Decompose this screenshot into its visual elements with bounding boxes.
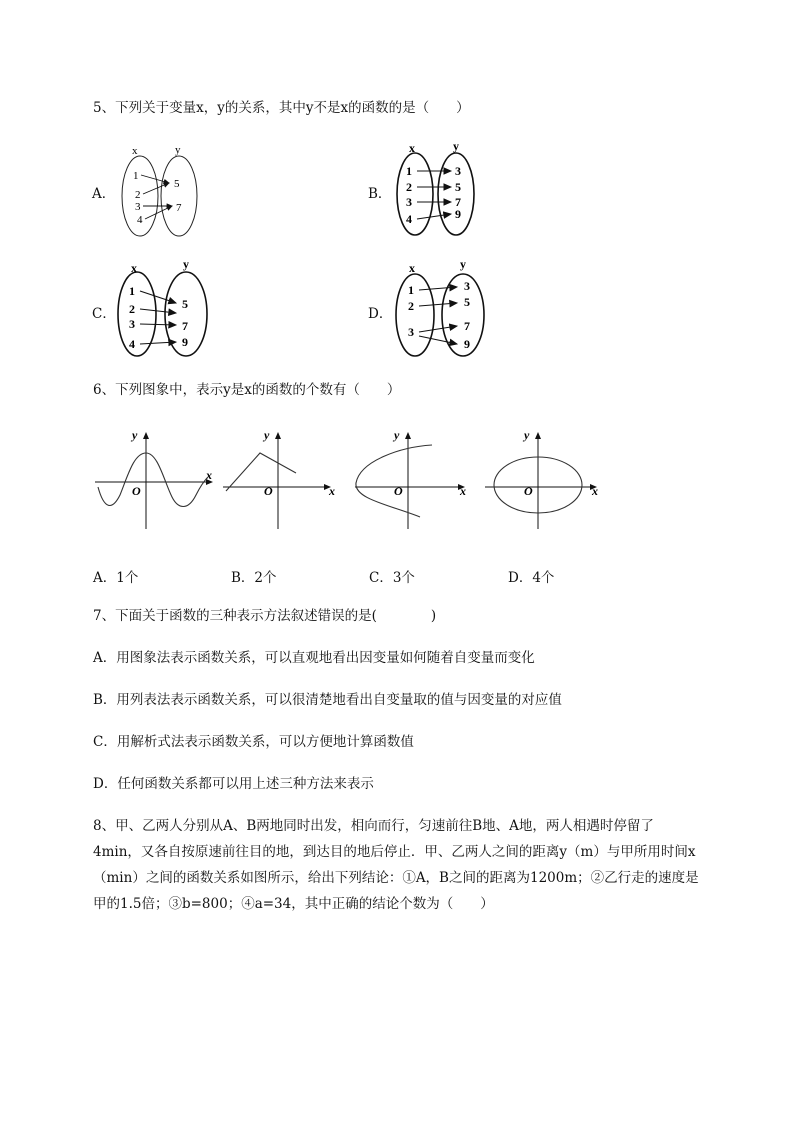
q6-stem: 6、下列图象中，表示y是x的函数的个数有（ ） [93,382,401,398]
q5d-x-name: x [409,261,415,275]
q5b-x-name: x [409,141,415,155]
q5b-x-value: 2 [406,180,412,194]
q8-line-2: 4min，又各自按原速前往目的地，到达目的地后停止．甲、乙两人之间的距离y（m）与甲所用时间x [93,844,696,860]
q5c-y-value: 7 [182,319,188,333]
q6g1-curve [98,453,208,507]
q6g4-y-label: y [524,428,530,442]
q6-graph-sine [90,425,220,535]
q7-option-d: D．任何函数关系都可以用上述三种方法来表示 [93,776,374,792]
q5d-y-value: 7 [464,319,470,333]
q5b-y-value: 3 [455,164,461,178]
q6g2-y-label: y [264,428,270,442]
q5c-x-value: 3 [129,317,135,331]
q5d-x-value: 2 [408,299,414,313]
q7-option-b: B．用列表法表示函数关系，可以很清楚地看出自变量取的值与因变量的对应值 [93,692,562,708]
q5b-y-value: 9 [455,207,461,221]
q6g2-origin: O [264,484,273,498]
q5-option-b-diagram [393,138,483,238]
q5d-y-name: y [460,257,466,271]
q5c-y-name: y [183,257,189,271]
q5b-y-value: 7 [455,195,461,209]
q5a-x-value: 4 [137,214,143,226]
q5-option-b-label: B． [368,186,392,202]
q5a-y-value: 7 [176,202,182,214]
q5a-arrow [141,175,169,183]
q6g1-y-label: y [132,428,138,442]
q6g1-x-label: x [206,468,212,482]
q6g2-curve [226,453,296,491]
q7-stem: 7、下面关于函数的三种表示方法叙述错误的是( ) [93,608,437,624]
q5c-x-value: 2 [129,302,135,316]
q5a-x-value: 3 [135,201,141,213]
q7-option-c: C．用解析式法表示函数关系，可以方便地计算函数值 [93,734,414,750]
q6-graph-broken-line [218,425,348,535]
q5c-arrow [140,309,176,313]
q5d-x-value: 1 [408,283,414,297]
q5b-x-value: 3 [406,195,412,209]
q6-option-b: B．2个 [231,570,277,586]
q6g2-x-label: x [329,484,335,498]
q5d-arrow [419,287,457,290]
q5a-y-value: 5 [174,178,180,190]
q5d-arrow [419,336,457,344]
q5-stem: 5、下列关于变量x，y的关系，其中y不是x的函数的是（ ） [93,100,470,116]
q6-option-a: A．1个 [93,570,139,586]
q6-option-c: C．3个 [369,570,415,586]
q5a-x-name: x [132,145,138,157]
q5c-y-value: 5 [182,297,188,311]
q5b-x-value: 1 [406,164,412,178]
q6g4-x-label: x [592,484,598,498]
q5c-x-value: 1 [129,284,135,298]
q6g3-origin: O [394,484,403,498]
q5-option-c-diagram [116,258,216,358]
q6g3-x-label: x [460,484,466,498]
q6g1-origin: O [132,484,141,498]
q5a-x-value: 1 [133,170,139,182]
q5d-arrow [419,303,457,306]
q5d-y-value: 5 [464,295,470,309]
q6g3-curve [356,445,432,517]
q8-line-4: 甲的1.5倍；③b=800；④a=34，其中正确的结论个数为（ ） [93,896,494,912]
q7-option-a: A．用图象法表示函数关系，可以直观地看出因变量如何随着自变量而变化 [93,650,535,666]
q5b-arrow [417,214,451,219]
q5-option-a-diagram [118,140,208,240]
q5b-y-name: y [453,139,459,153]
q5c-arrow [140,324,176,325]
q5c-x-value: 4 [129,337,135,351]
q5c-x-name: x [131,261,137,275]
q5b-y-value: 5 [455,180,461,194]
q8-line-3: （min）之间的函数关系如图所示，给出下列结论：①A，B之间的距离为1200m；②乙行走的速度是 [93,870,699,886]
q5d-x-value: 3 [408,325,414,339]
q8-line-1: 8、甲、乙两人分别从A、B两地同时出发，相向而行，匀速前往B地、A地，两人相遇时停留了 [93,818,654,834]
q5a-arrow [143,183,169,194]
q6g4-origin: O [524,484,533,498]
q5-option-a-label: A． [92,186,116,202]
q6g3-y-label: y [394,428,400,442]
q5c-y-value: 9 [182,335,188,349]
q6-option-d: D．4个 [508,570,555,586]
q5c-arrow [140,291,176,303]
q5d-arrow [419,326,457,332]
q5a-y-name: y [175,144,181,156]
q5a-x-value: 2 [135,189,141,201]
q5d-y-value: 9 [464,337,470,351]
q5-option-d-diagram [393,258,493,358]
q5-option-c-label: C． [92,306,116,322]
q6-graph-ellipse [480,425,610,535]
q5d-y-value: 3 [464,279,470,293]
q5a-arrow [145,206,172,219]
q5b-x-value: 4 [406,212,412,226]
q5-option-d-label: D． [368,306,393,322]
q6-graph-sideways-parabola [350,425,480,535]
